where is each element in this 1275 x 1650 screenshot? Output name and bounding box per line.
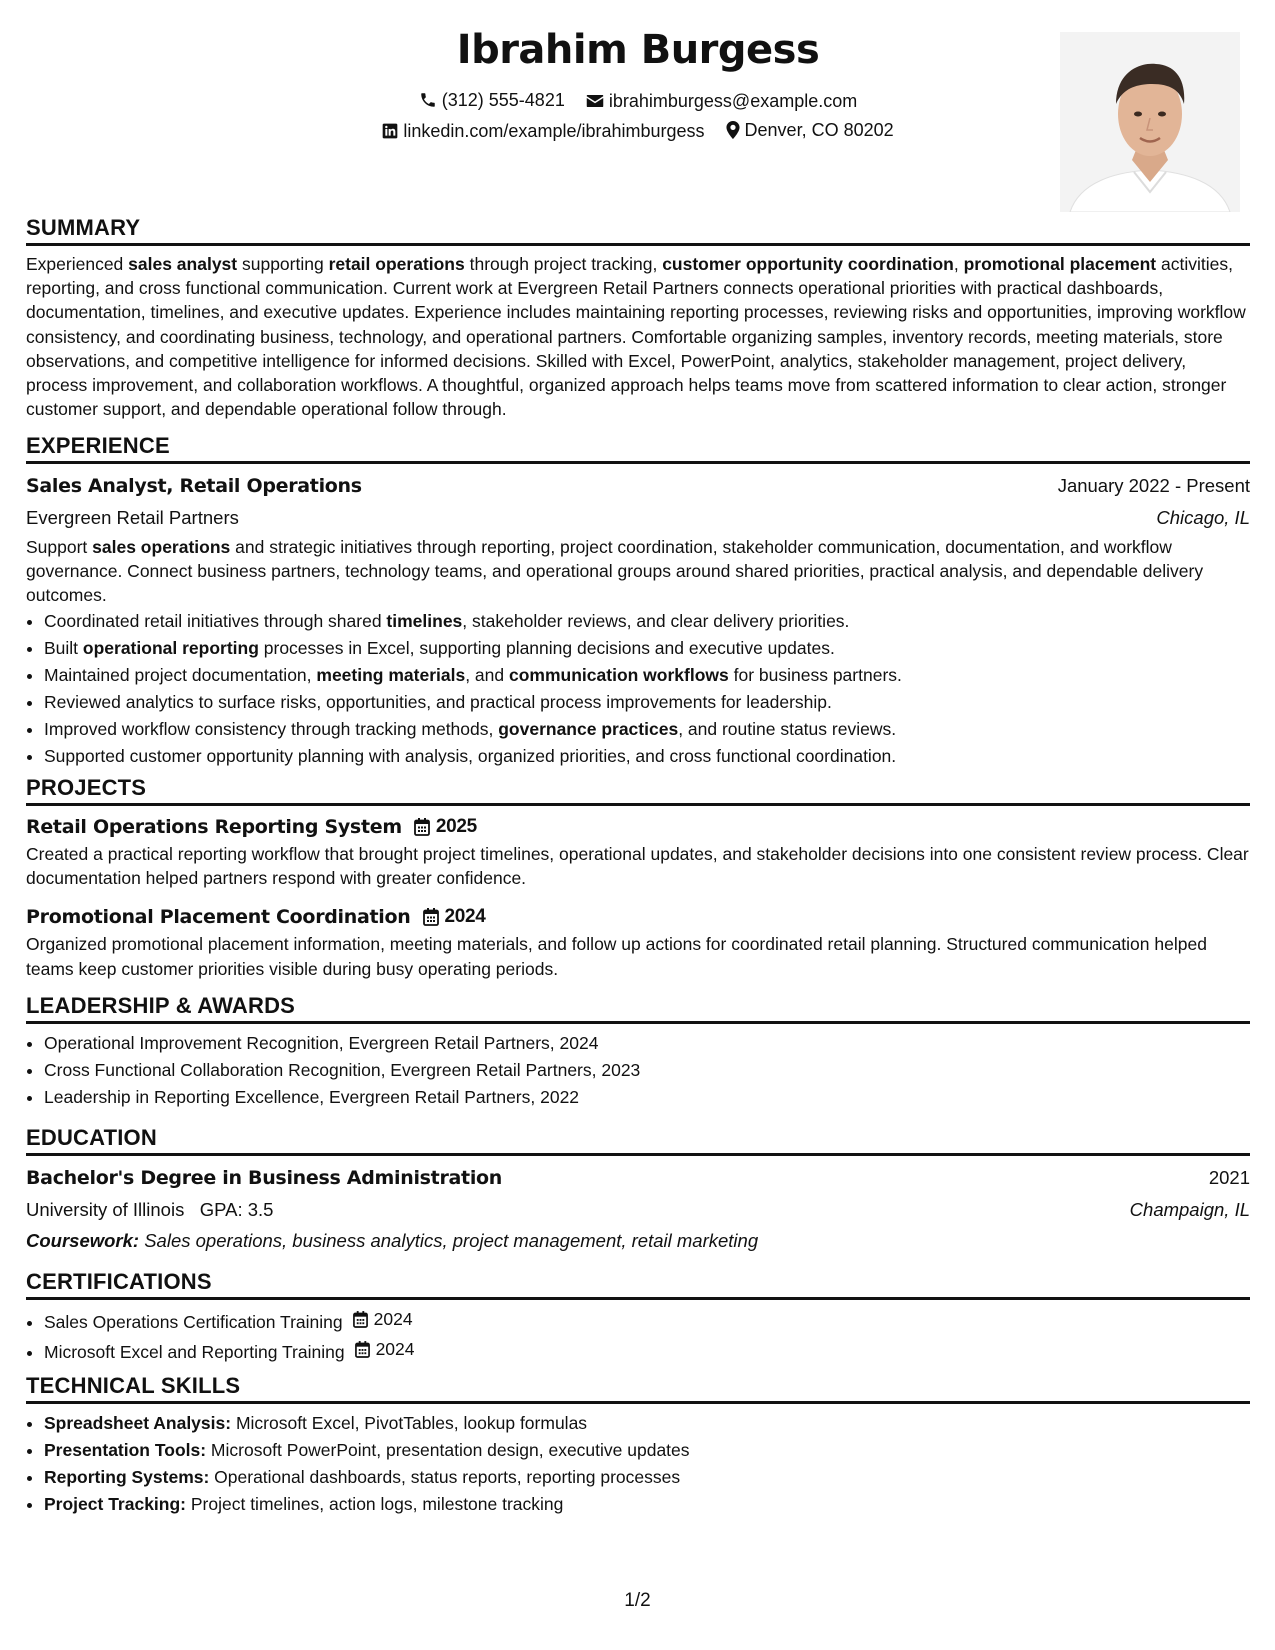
project-title [26, 902, 1250, 932]
education-section [26, 1124, 1250, 1256]
page-number: 1/2 [624, 1590, 651, 1611]
calendar-icon [355, 1341, 370, 1358]
project-description: Created a practical reporting workflow that brought project timelines, operational updates, and stakeholder decisions into one consistent review process. Clear documentation helped partners respond with greater confidence. [26, 844, 1249, 889]
education-heading: EDUCATION [26, 1124, 1250, 1156]
award-item: • Operational Improvement Recognition, Evergreen Retail Partners, 2024 [44, 1030, 1250, 1057]
calendar-icon [423, 908, 439, 926]
leadership-list [26, 1030, 1250, 1111]
skills-section [26, 1372, 1250, 1518]
project-description: Organized promotional placement information, meeting materials, and follow up actions for coordinated retail planning. Structured communication helped teams keep customer priorities visible during busy operating periods. [26, 934, 1207, 979]
experience-section [26, 432, 1250, 770]
job-bullets [26, 608, 1250, 770]
phone-contact [419, 88, 565, 112]
graduation-year: 2021 [1208, 1167, 1250, 1188]
project-year: 2024 [423, 902, 486, 932]
leadership-section [26, 992, 1250, 1111]
phone-icon [419, 91, 437, 109]
leadership-heading: LEADERSHIP & AWARDS [26, 992, 1250, 1024]
school-info [26, 1194, 273, 1225]
job-bullet: • Built operational reporting processes in Excel, supporting planning decisions and executive updates. [44, 635, 1250, 662]
degree-row [26, 1162, 1250, 1194]
job-dates: January 2022 - Present [1057, 475, 1250, 496]
projects-heading: PROJECTS [26, 774, 1250, 806]
job-bullet: • Reviewed analytics to surface risks, opportunities, and practical process improvements for leadership. [44, 689, 1250, 716]
profile-photo [1060, 32, 1240, 212]
project-year: 2025 [414, 812, 477, 842]
email-text: ibrahimburgess@example.com [608, 91, 858, 111]
summary-text: Experienced sales analyst supporting retail operations through project tracking, customer opportunity coordination, promotional placement activities, reporting, and cross functional communication. Current work at Evergreen Retail Partners connects operational priorities with practical dashboards, documentation, timelines, and executive updates. Experience includes maintaining reporting processes, reviewing risks and opportunities, improving workflow consistency, and coordinating business, technology, and operational partners. Comfortable organizing samples, inventory records, meeting materials, store observations, and competitive intelligence for informed decisions. Skilled with Excel, PowerPoint, analytics, stakeholder management, project delivery, process improvement, and collaboration workflows. A thoughtful, organized approach helps teams move from scattered information to clear action, stronger customer support, and dependable operational follow through. [26, 254, 1246, 420]
projects-section [26, 774, 1250, 981]
summary-section [26, 214, 1250, 421]
skill-item: • Presentation Tools: Microsoft PowerPoint, presentation design, executive updates [44, 1437, 1250, 1464]
project-title [26, 812, 1250, 842]
skill-item: • Project Tracking: Project timelines, action logs, milestone tracking [44, 1491, 1250, 1518]
email-contact[interactable] [586, 89, 857, 113]
candidate-name: Ibrahim Burgess [456, 27, 820, 73]
phone-text: (312) 555-4821 [441, 90, 565, 110]
calendar-icon [414, 818, 430, 836]
skill-item: • Reporting Systems: Operational dashboards, status reports, reporting processes [44, 1464, 1250, 1491]
certification-item: • Sales Operations Certification Training 2024 [44, 1306, 1250, 1336]
certification-item: • Microsoft Excel and Reporting Training 2024 [44, 1336, 1250, 1366]
job-bullet: • Coordinated retail initiatives through shared timelines, stakeholder reviews, and clear delivery priorities. [44, 608, 1250, 635]
skills-list [26, 1410, 1250, 1518]
certifications-section [26, 1268, 1250, 1366]
job-company: Evergreen Retail Partners [26, 507, 239, 528]
job-bullet: • Maintained project documentation, meeting materials, and communication workflows for business partners. [44, 662, 1250, 689]
school-row [26, 1194, 1250, 1225]
map-pin-icon [726, 121, 740, 139]
envelope-icon [586, 93, 604, 109]
certifications-heading: CERTIFICATIONS [26, 1268, 1250, 1300]
job-company-row [26, 502, 1250, 533]
job-header-row [26, 470, 1250, 502]
experience-heading: EXPERIENCE [26, 432, 1250, 464]
job-description: Support sales operations and strategic initiatives through reporting, project coordination, stakeholder communication, documentation, and workflow governance. Connect business partners, technology teams, and operational groups around shared priorities, practical analysis, and dependable delivery outcomes. [26, 537, 1204, 606]
job-bullet: • Improved workflow consistency through tracking methods, governance practices, and routine status reviews. [44, 716, 1250, 743]
job-bullet: • Supported customer opportunity planning with analysis, organized priorities, and cross functional coordination. [44, 743, 1250, 770]
skills-heading: TECHNICAL SKILLS [26, 1372, 1250, 1404]
calendar-icon [353, 1311, 368, 1328]
linkedin-text: linkedin.com/example/ibrahimburgess [403, 121, 705, 141]
school-location: Champaign, IL [1129, 1199, 1250, 1220]
gpa: GPA: 3.5 [199, 1199, 274, 1220]
job-title: Sales Analyst, Retail Operations [26, 475, 362, 497]
school-name: University of Illinois [26, 1199, 185, 1220]
coursework: Coursework: Sales operations, business analytics, project management, retail marketing [26, 1230, 759, 1251]
location-contact [726, 118, 894, 142]
award-item: • Cross Functional Collaboration Recognition, Evergreen Retail Partners, 2023 [44, 1057, 1250, 1084]
location-text: Denver, CO 80202 [744, 120, 894, 140]
degree-name: Bachelor's Degree in Business Administration [26, 1167, 503, 1189]
project-name: Promotional Placement Coordination [26, 906, 411, 929]
certifications-list [26, 1306, 1250, 1366]
job-location: Chicago, IL [1156, 507, 1250, 528]
award-item: • Leadership in Reporting Excellence, Evergreen Retail Partners, 2022 [44, 1084, 1250, 1111]
linkedin-icon [382, 123, 398, 139]
project-name: Retail Operations Reporting System [26, 816, 402, 838]
linkedin-contact[interactable] [382, 119, 704, 143]
skill-item: • Spreadsheet Analysis: Microsoft Excel, PivotTables, lookup formulas [44, 1410, 1250, 1437]
summary-heading: SUMMARY [26, 214, 1250, 246]
